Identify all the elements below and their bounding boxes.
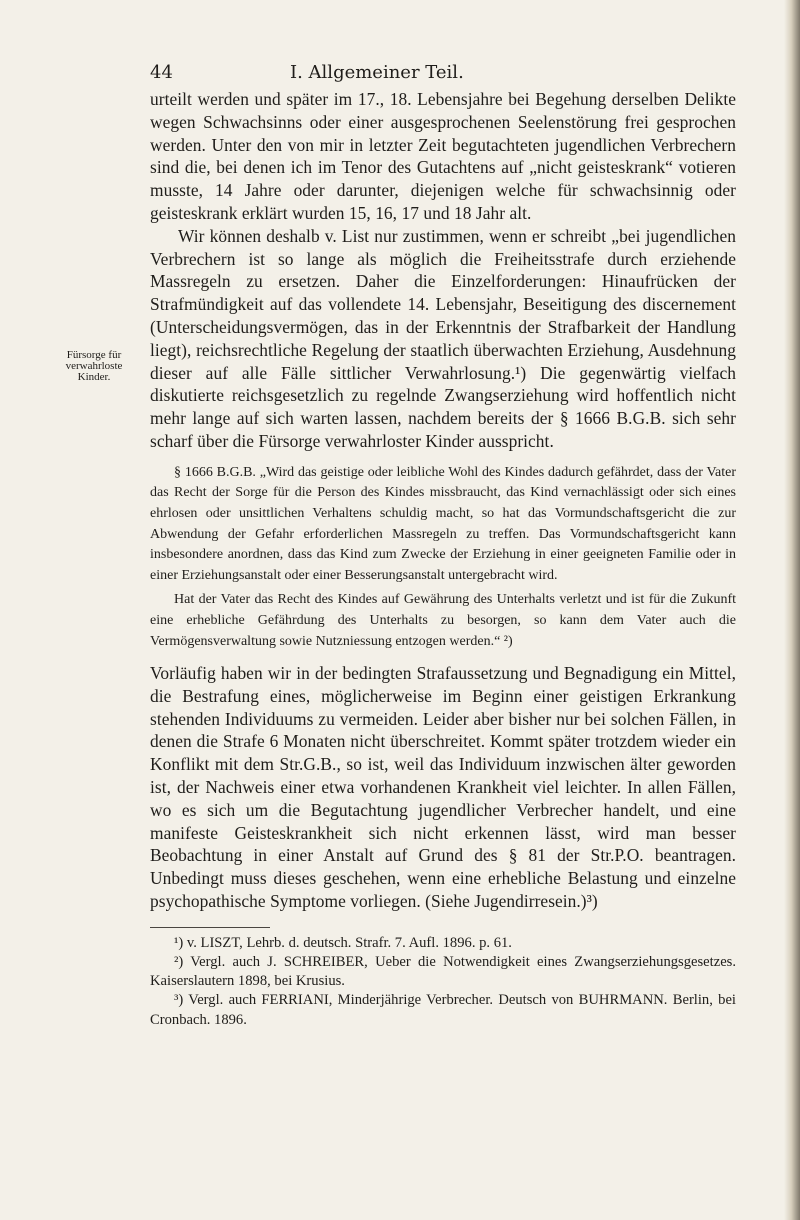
margin-note-line-1: Fürsorge für <box>66 349 122 361</box>
spacer <box>150 453 736 463</box>
legal-quote-1666-part1: § 1666 B.G.B. „Wird das geistige oder leibliche Wohl des Kindes dadurch gefährdet, dass der Vater das Recht der Sorge für die Person des Kindes missbraucht, das Kind vernachlässigt oder sich eines ehrlosen oder unsittlichen Verhaltens schuldig macht, so hat das Vormundschaftsgericht die zur Abwendung der Gefahr erforderlichen Massregeln zu treffen. Das Vormundschaftsgericht kann insbesondere anordnen, dass das Kind zum Zwecke der Erziehung in einer geeigneten Familie oder in einer Erziehungsanstalt oder einer Besserungsanstalt untergebracht wird. <box>150 464 736 583</box>
page-header <box>150 62 735 86</box>
paragraph-provisional-measures: Vorläufig haben wir in der bedingten Strafaussetzung und Begnadigung ein Mittel, die Bestrafung eines, möglicherweise im Beginn einer geistigen Erkrankung stehenden Individuums zu vermeiden. Leider aber bisher nur bei solchen Fällen, in denen die Strafe 6 Monaten nicht überschreitet. Kommt später trotzdem wieder ein Konflikt mit dem Str.G.B., so ist, weil das Individuum inzwischen älter geworden ist, der Nachweis einer etwa vorhandenen Krankheit viel leichter. In allen Fällen, wo es sich um die Begutachtung jugendlicher Verbrecher handelt, und eine manifeste Geisteskrankheit sich nicht erkennen lässt, wird man besser Beobachtung in einer Anstalt auf Grund des § 81 der Str.P.O. beantragen. Unbedingt muss dieses geschehen, wenn eine erhebliche Belastung und einzelne psychopathische Symptome vorliegen. (Siehe Jugendirresein.)³) <box>150 663 736 912</box>
running-title: I. Allgemeiner Teil. <box>290 62 464 83</box>
page-edge-shadow <box>784 0 800 1220</box>
margin-note <box>55 350 133 383</box>
spacer <box>150 652 736 662</box>
legal-quote-1666-part2: Hat der Vater das Recht des Kindes auf Gewährung des Unterhalts verletzt und ist für die Zukunft eine erhebliche Gefährdung des Unterhalts zu besorgen, so kann dem Vater auch die Vermögensverwaltung sowie Nutzniessung entzogen werden.“ ²) <box>150 592 736 649</box>
page-number: 44 <box>150 62 173 83</box>
paragraph-list-citation: Wir können deshalb v. List nur zustimmen, wenn er schreibt „bei jugendlichen Verbrechern ist so lange als möglich die Freiheitsstrafe durch erziehende Massregeln zu ersetzen. Daher die Einzelforderungen: Hinaufrücken der Strafmündigkeit auf das vollendete 14. Lebensjahr, Beseitigung des discernement (Unterscheidungsvermögen, das in der Erkenntnis der Strafbarkeit der Handlung liegt), reichsrechtliche Regelung der staatlich überwachten Erziehung, Ausdehnung dieser auf alle Fälle sittlicher Verwahrlosung.¹) Die gegenwärtig vielfach diskutierte reichsgesetzlich zu regelnde Zwangserziehung wird hoffentlich nicht mehr lange auf sich warten lassen, nachdem bereits der § 1666 B.G.B. sich sehr scharf über die Fürsorge verwahrloster Kinder ausspricht. <box>150 225 736 451</box>
margin-note-line-2: verwahrloste <box>65 360 123 372</box>
footnote-1: ¹) v. LISZT, Lehrb. d. deutsch. Strafr. 7. Aufl. 1896. p. 61. <box>174 934 512 951</box>
footnote-2: ²) Vergl. auch J. SCHREIBER, Ueber die Notwendigkeit eines Zwangserziehungsgesetzes. Kaiserslautern 1898, bei Krusius. <box>150 954 736 990</box>
main-text-column <box>150 88 736 1030</box>
footnote-rule <box>150 927 270 928</box>
margin-note-line-3: Kinder. <box>77 371 111 383</box>
footnote-3: ³) Vergl. auch FERRIANI, Minderjährige Verbrecher. Deutsch von BUHRMANN. Berlin, bei Cronbach. 1896. <box>150 992 736 1028</box>
paragraph-continued: urteilt werden und später im 17., 18. Lebensjahre bei Begehung derselben Delikte wegen Schwachsinns oder einer ausgesprochenen Seelenstörung frei gesprochen werden. Unter den von mir in letzter Zeit begutachteten jugendlichen Verbrechern sind die, bei denen ich im Tenor des Gutachtens auf „nicht geisteskrank“ votieren musste, 14 Jahre oder darunter, diejenigen welche für schwachsinnig oder geisteskrank erklärt wurden 15, 16, 17 und 18 Jahr alt. <box>150 89 736 223</box>
